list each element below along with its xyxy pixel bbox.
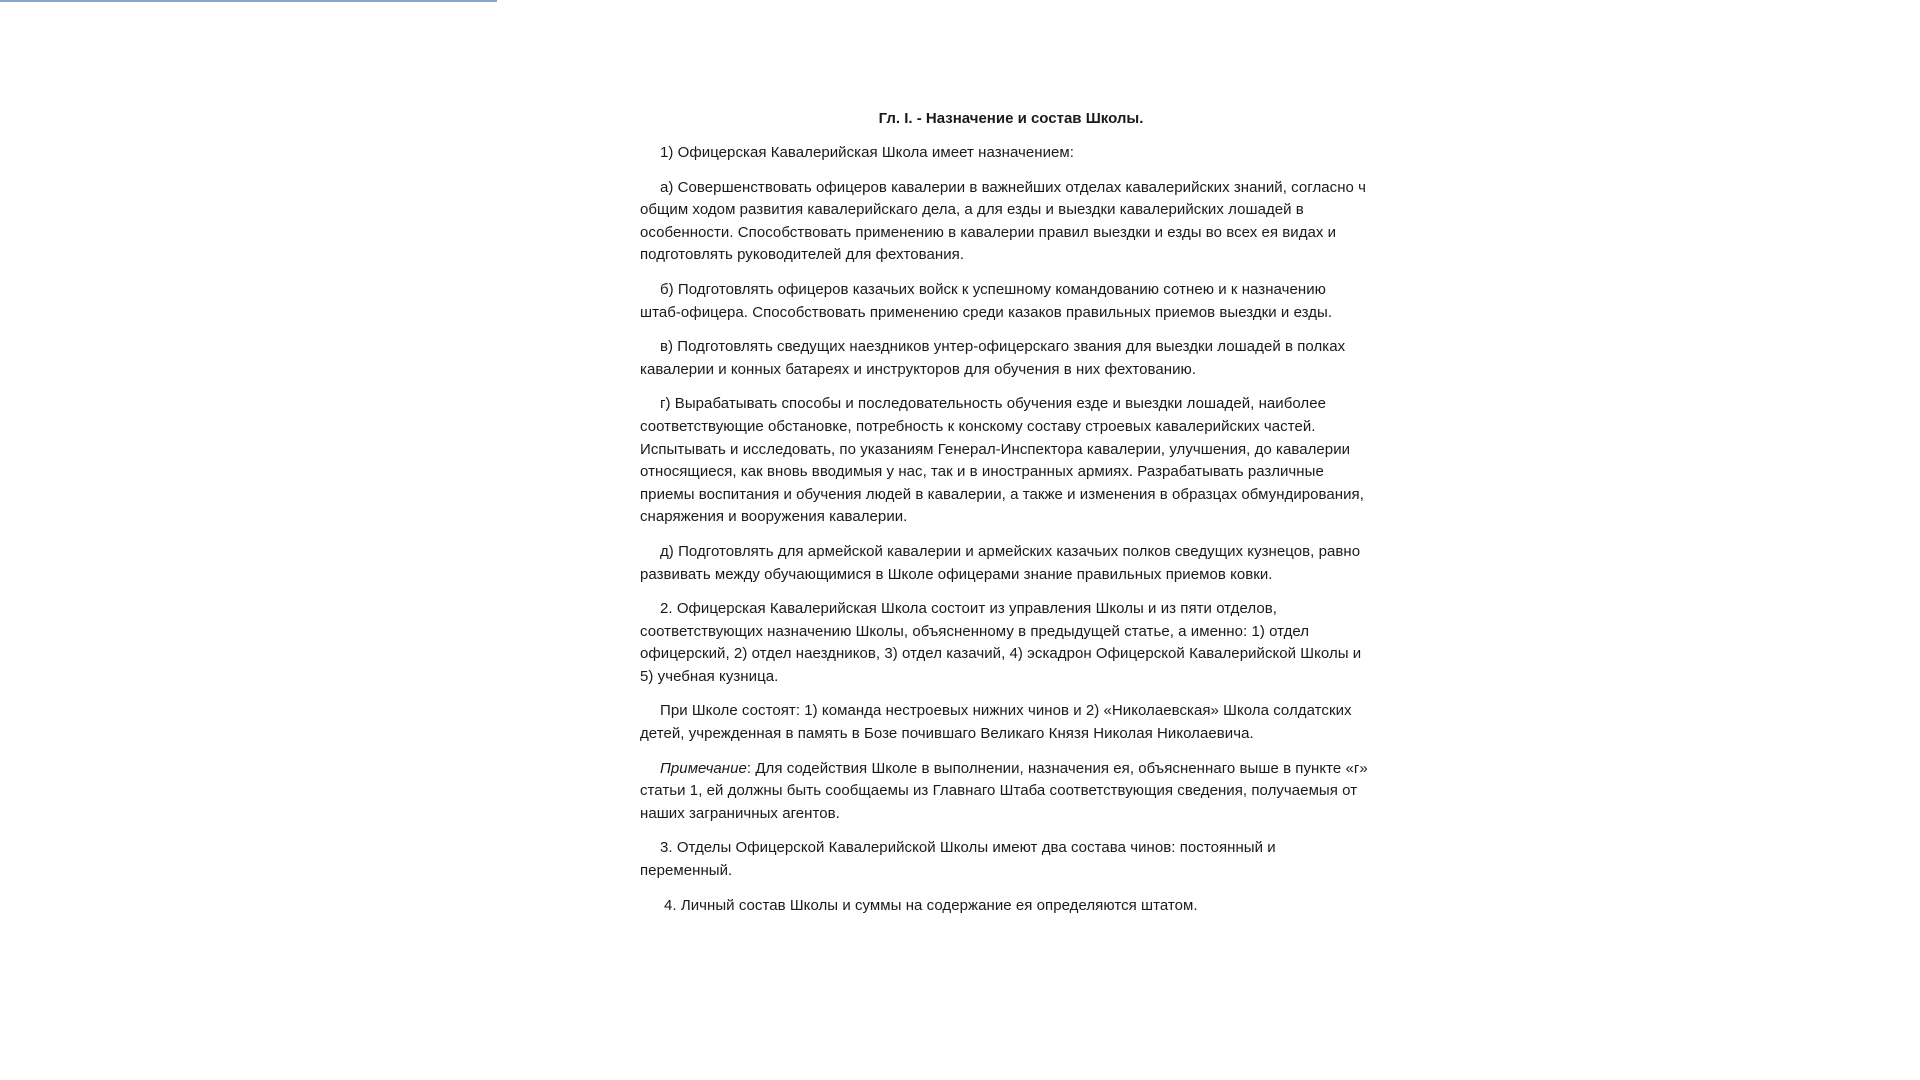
paragraph-item-a: а) Совершенствовать офицеров кавалерии в важнейших отделах кавалерийских знаний, согласно ч общим ходом развития кавалерийскаго дела, а для езды и выездки кавалерийских лошадей в особенности. Способствовать применению в кавалерии правил выездки и езды во всех ея видах и подготовлять руководителей для фехтования. <box>640 178 1366 264</box>
paragraph-school-attached: При Школе состоят: 1) команда нестроевых нижних чинов и 2) «Николаевская» Школа солдатских детей, учрежденная в память в Бозе почившаго Великаго Князя Николая Николаевича. <box>640 702 1352 743</box>
window-top-edge-line <box>0 0 497 2</box>
document-page <box>640 104 1370 929</box>
paragraph-item-d: д) Подготовлять для армейской кавалерии и армейских казачьих полков сведущих кузнецов, равно развивать между обучающимися в Школе офицерами знание правильных приемов ковки. <box>640 542 1361 583</box>
note-text: : Для содействия Школе в выполнении, назначения ея, объясненнаго выше в пункте «г» статьи 1, ей должны быть сообщаемы из Главнаго Штаба соответствующия сведения, получаемыя от наших заграничных агентов. <box>640 759 1368 822</box>
paragraph-item-b: б) Подготовлять офицеров казачьих войск к успешному командованию сотнею и к назначению штаб-офицера. Способствовать применению среди казаков правильных приемов выездки и езды. <box>640 280 1333 321</box>
note-label: Примечание <box>660 759 747 777</box>
paragraph-article-4: 4. Личный состав Школы и суммы на содержание ея определяются штатом. <box>664 896 1198 914</box>
paragraph-item-v: в) Подготовлять сведущих наездников унтер-офицерскаго звания для выездки лошадей в полках кавалерии и конных батареях и инструкторов для обучения в них фехтованию. <box>640 338 1346 378</box>
paragraph-note <box>640 758 1370 826</box>
paragraph-article-2: 2. Офицерская Кавалерийская Школа состоит из управления Школы и из пяти отделов, соответствующих назначению Школы, объясненному в предыдущей статье, а именно: 1) отдел офицерский, 2) отдел наездников, 3) отдел казачий, 4) эскадрон Офицерской Кавалерийской Школы и 5) учебная кузница. <box>640 600 1362 685</box>
paragraph-article-3: 3. Отделы Офицерской Кавалерийской Школы имеют два состава чинов: постоянный и переменный. <box>640 839 1276 880</box>
paragraph-article-1: 1) Офицерская Кавалерийская Школа имеет назначением: <box>660 144 1075 161</box>
chapter-title: Гл. I. - Назначение и состав Школы. <box>878 110 1144 127</box>
paragraph-item-g: г) Вырабатывать способы и последовательность обучения езде и выездки лошадей, наиболее соответствующие обстановке, потребность к конскому составу строевых кавалерийских частей. Испытывать и исследовать, по указаниям Генерал-Инспектора кавалерии, улучшения, до кавалерии относящиеся, как вновь вводимыя у нас, так и в иностранных армиях. Разрабатывать различные приемы воспитания и обучения людей в кавалерии, а также и изменения в образцах обмундирования, снаряжения и вооружения кавалерии. <box>640 395 1364 526</box>
